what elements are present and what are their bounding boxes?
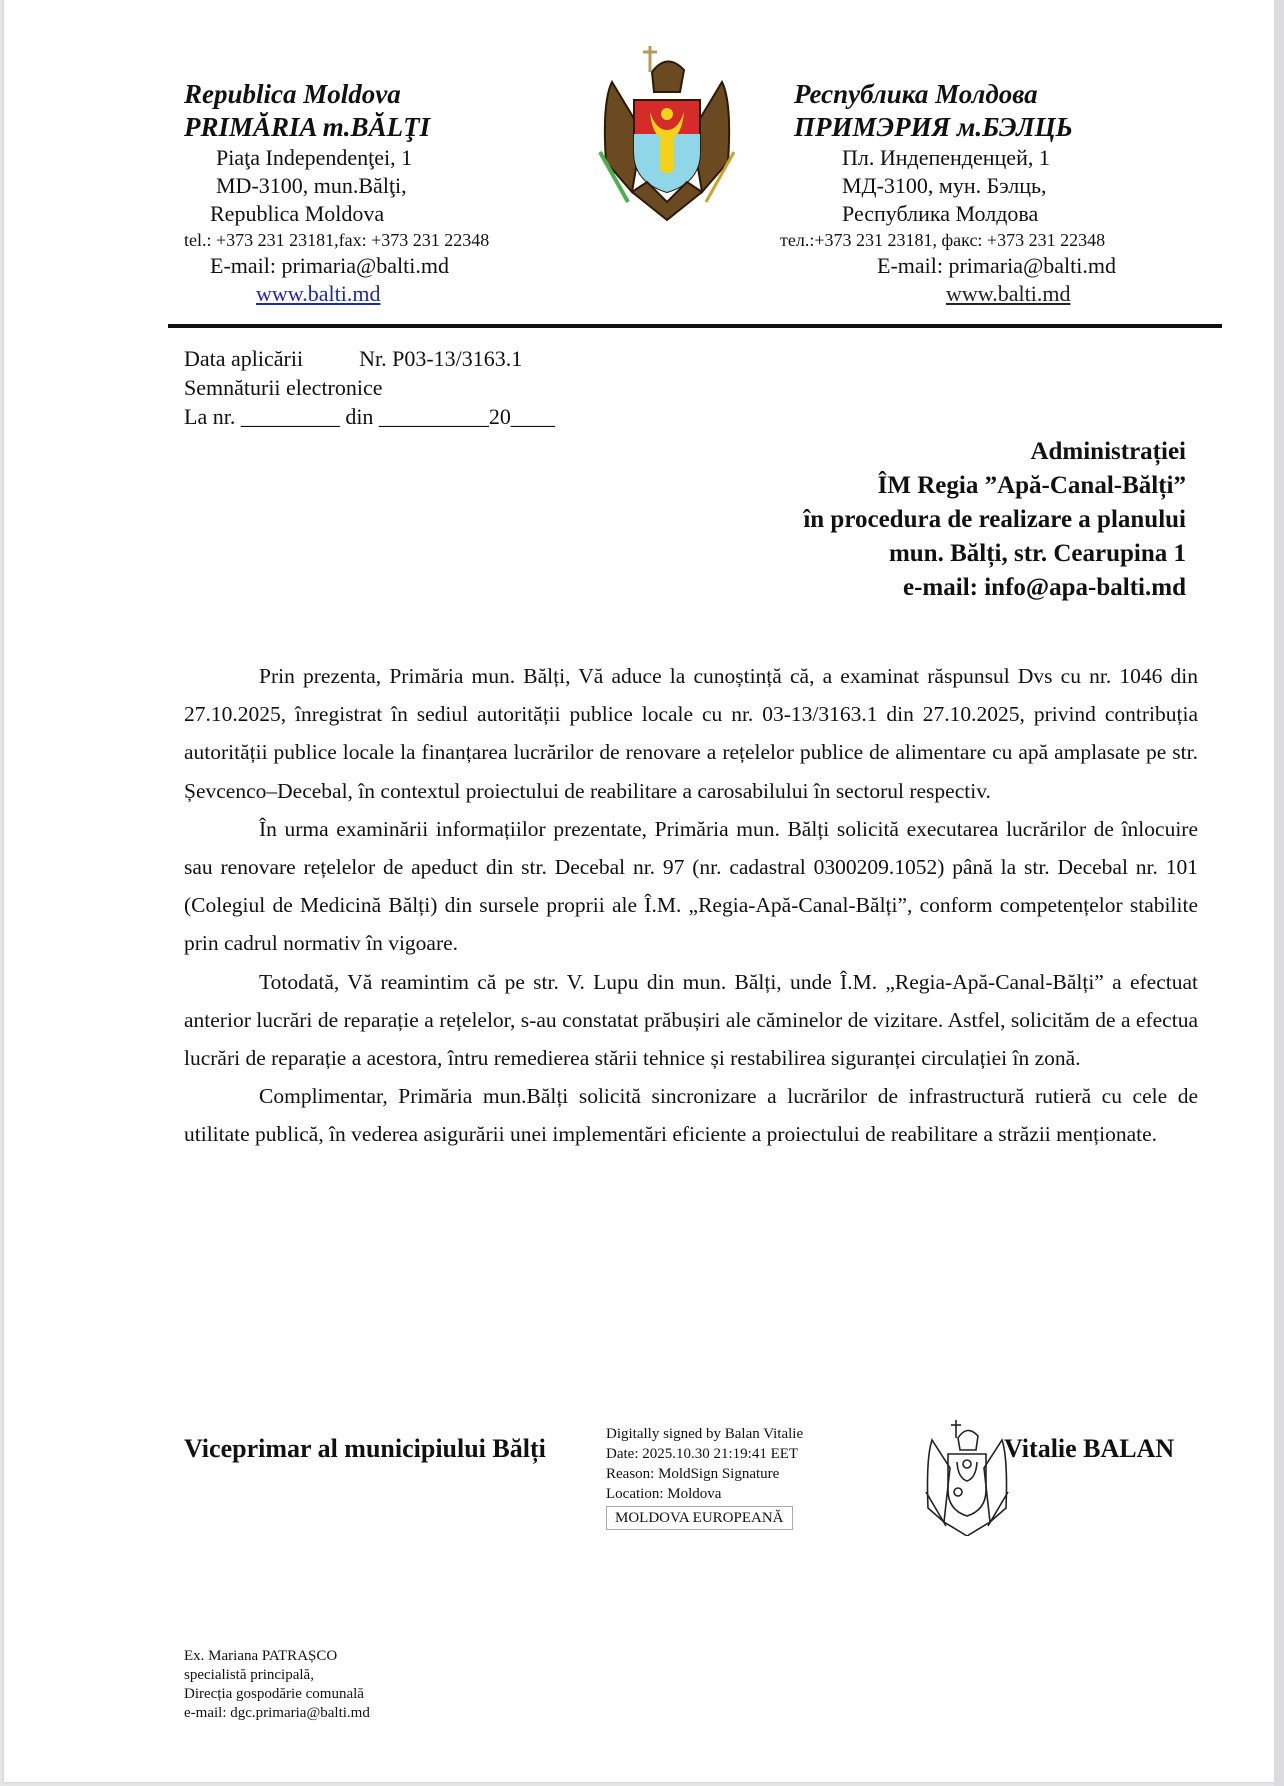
- addressee-block: [803, 435, 1186, 605]
- website-link[interactable]: www.balti.md: [256, 281, 381, 306]
- address-line-2-ru: МД-3100, мун. Бэлць,: [842, 173, 1047, 198]
- signature-detail: Date: 2025.10.30 21:19:41 EET: [606, 1446, 799, 1462]
- header-divider: [168, 324, 1222, 328]
- email: E-mail: primaria@balti.md: [210, 253, 449, 278]
- reference-block: [184, 344, 555, 431]
- date-label: Data aplicării: [184, 346, 304, 371]
- address-line-2: MD-3100, mun.Bălţi,: [216, 173, 407, 198]
- digital-signature-block[interactable]: [606, 1424, 803, 1530]
- addressee-line: Administrației: [1030, 438, 1186, 465]
- institution-name-ru: ПРИМЭРИЯ м.БЭЛЦЬ: [794, 112, 1073, 142]
- signature-badge: MOLDOVA EUROPEANĂ: [606, 1506, 793, 1530]
- executor-department: Direcția gospodărie comunală: [184, 1686, 364, 1702]
- addressee-line: ÎM Regia ”Apă-Canal-Bălți”: [877, 472, 1186, 499]
- address-line-1: Piaţa Independenţei, 1: [216, 145, 413, 170]
- address-line-1-ru: Пл. Индепенденцей, 1: [842, 145, 1050, 170]
- executor-position: specialistă principală,: [184, 1667, 314, 1683]
- signature-detail: Location: Moldova: [606, 1486, 722, 1502]
- signer-name: Vitalie BALAN: [1004, 1434, 1175, 1463]
- header-right: [780, 78, 1214, 308]
- moldova-coat-of-arms-icon: [592, 42, 742, 222]
- reference-number-line: La nr. _________ din __________20____: [184, 404, 555, 429]
- country-name-ro: Republica Moldova: [184, 79, 401, 109]
- addressee-email: e-mail: info@apa-balti.md: [903, 574, 1186, 601]
- executor-name: Ex. Mariana PATRAȘCO: [184, 1648, 338, 1664]
- signatory-title: Viceprimar al municipiului Bălți: [184, 1434, 546, 1463]
- website-link-ru[interactable]: www.balti.md: [946, 281, 1071, 306]
- body-paragraph: Totodată, Vă reamintim că pe str. V. Lupu din mun. Bălți, unde Î.M. „Regia-Apă-Canal-Bălți” a efectuat anterior lucrări de reparație a rețelelor, s-au constatat prăbușiri ale căminelor de vizitare. Astfel, solicităm de a efectua lucrări de reparație a acestora, întru remedierea stării tehnice și restabilirea siguranței circulației în zonă.: [184, 969, 1198, 1071]
- email-ru: E-mail: primaria@balti.md: [877, 253, 1116, 278]
- signature-detail: Reason: MoldSign Signature: [606, 1466, 780, 1482]
- signature-detail: Digitally signed by Balan Vitalie: [606, 1426, 804, 1442]
- address-line-3: Republica Moldova: [210, 201, 385, 226]
- scrollbar[interactable]: [1274, 0, 1284, 1786]
- body-paragraph: În urma examinării informațiilor prezentate, Primăria mun. Bălți solicită executarea lucrărilor de înlocuire sau renovare rețelelor de apeduct din str. Decebal nr. 97 (nr. cadastral 0300209.1052) până la str. Decebal nr. 101 (Colegiul de Medicină Bălți) din sursele proprii ale Î.M. „Regia-Apă-Canal-Bălți”, conform competențelor stabilite prin cadrul normativ în vigoare.: [184, 816, 1198, 956]
- phone-fax: tel.: +373 231 23181,fax: +373 231 22348: [184, 230, 490, 250]
- document-number: Nr. P03-13/3163.1: [359, 346, 523, 371]
- executor-info: [184, 1647, 370, 1723]
- country-name-ru: Республика Молдова: [794, 79, 1038, 109]
- coat-of-arms-stamp-icon: [922, 1418, 1012, 1536]
- body-paragraph: Prin prezenta, Primăria mun. Bălți, Vă aduce la cunoștință că, a examinat răspunsul Dvs cu nr. 1046 din 27.10.2025, înregistrat în sediul autorității publice locale cu nr. 03-13/3163.1 din 27.10.2025, privind contribuția autorității publice locale la finanțarea lucrărilor de renovare a rețelelor publice de alimentare cu apă amplasate pe str. Șevcenco–Decebal, în contextul proiectului de reabilitare a carosabilului în sectorul respectiv.: [184, 664, 1198, 803]
- signature-label: Semnăturii electronice: [184, 375, 383, 400]
- executor-email: e-mail: dgc.primaria@balti.md: [184, 1705, 370, 1721]
- addressee-line: în procedura de realizare a planului: [803, 506, 1186, 533]
- letter-body: [184, 657, 1198, 1154]
- address-line-3-ru: Республика Молдова: [842, 201, 1039, 226]
- header-left: [184, 78, 564, 308]
- body-paragraph: Complimentar, Primăria mun.Bălți solicită sincronizare a lucrărilor de infrastructură rutieră cu cele de utilitate publică, în vederea asigurării unei implementări eficiente a proiectului de reabilitare a străzii menționate.: [184, 1084, 1198, 1147]
- document-page: [4, 0, 1274, 1782]
- phone-fax-ru: тел.:+373 231 23181, факс: +373 231 22348: [780, 230, 1106, 250]
- addressee-line: mun. Bălți, str. Cearupina 1: [888, 540, 1186, 567]
- institution-name-ro: PRIMĂRIA m.BĂLŢI: [184, 112, 431, 142]
